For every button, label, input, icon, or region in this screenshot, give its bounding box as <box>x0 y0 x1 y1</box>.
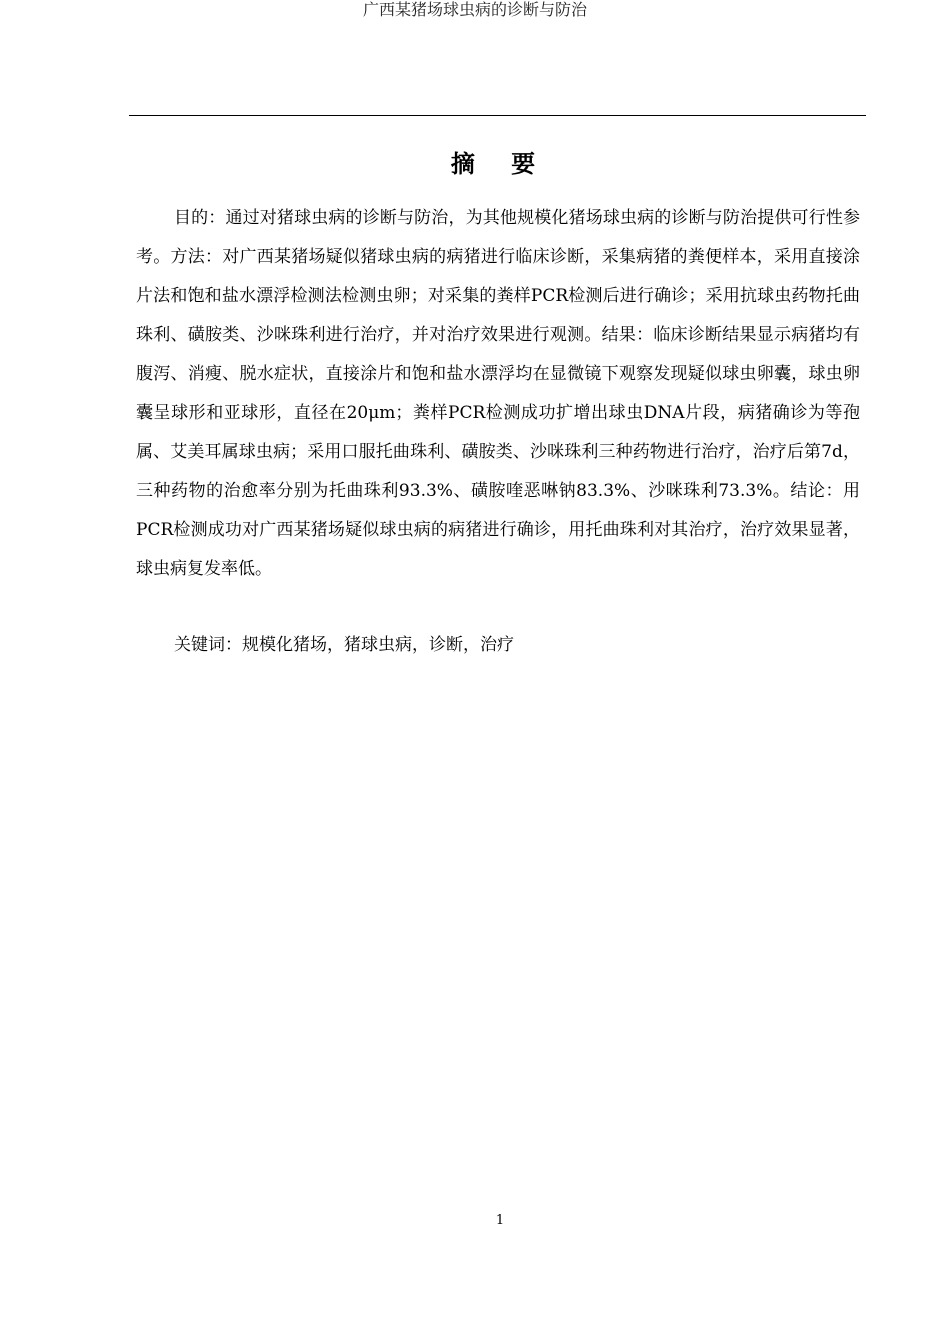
running-header: 广西某猪场球虫病的诊断与防治 <box>362 0 587 19</box>
page-number: 1 <box>495 1213 505 1228</box>
abstract-heading: 摘 要 <box>450 150 550 178</box>
abstract-body: 目的：通过对猪球虫病的诊断与防治，为其他规模化猪场球虫病的诊断与防治提供可行性参考。方法：对广西某猪场疑似猪球虫病的病猪进行临床诊断，采集病猪的粪便样本，采用直接涂片法和饱和盐水漂浮检测法检测虫卵；对采集的粪样PCR检测后进行确诊；采用抗球虫药物托曲珠利、磺胺类、沙咪珠利进行治疗，并对治疗效果进行观测。结果：临床诊断结果显示病猪均有腹泻、消瘦、脱水症状，直接涂片和饱和盐水漂浮均在显微镜下观察发现疑似球虫卵囊，球虫卵囊呈球形和亚球形，直径在20μm；粪样PCR检测成功扩增出球虫DNA片段，病猪确诊为等孢属、艾美耳属球虫病；采用口服托曲珠利、磺胺类、沙咪珠利三种药物进行治疗，治疗后第7d，三种药物的治愈率分别为托曲珠利93.3%、磺胺喹恶啉钠83.3%、沙咪珠利73.3%。结论：用PCR检测成功对广西某猪场疑似球虫病的病猪进行确诊，用托曲珠利对其治疗，治疗效果显著，球虫病复发率低。 <box>136 208 860 579</box>
keywords-line: 关键词：规模化猪场，猪球虫病，诊断，治疗 <box>174 635 514 655</box>
header-rule <box>129 115 866 116</box>
